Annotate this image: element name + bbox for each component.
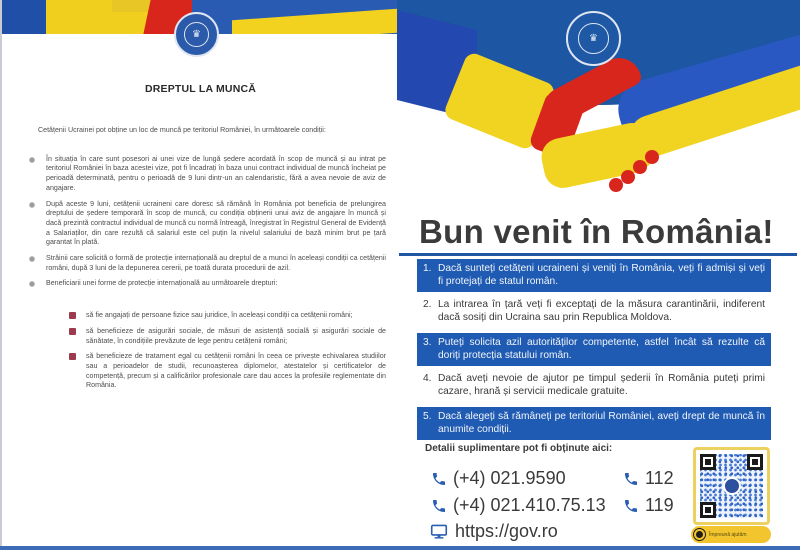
rights-list	[24, 311, 394, 391]
phone-icon	[431, 498, 447, 514]
left-page-dreptul-la-munca	[0, 0, 397, 546]
phone-secondary[interactable]: (+4) 021.410.75.13	[431, 495, 606, 516]
bullet-icon	[29, 281, 35, 287]
page-title: DREPTUL LA MUNCĂ	[144, 83, 257, 95]
bullet-icon	[29, 157, 35, 163]
bottom-border	[0, 546, 800, 550]
phone-icon	[623, 498, 639, 514]
document-body	[24, 126, 394, 397]
qr-badge: Împreună ajutăm	[691, 526, 771, 543]
contact-heading: Detalii suplimentare pot fi obținute aici:	[425, 443, 613, 454]
info-point: 5. Dacă alegeți să rămâneți pe teritoriul României, aveți drept de muncă în anumite condiții.	[417, 407, 771, 440]
qr-code-icon[interactable]	[693, 447, 770, 525]
info-point: 4. Dacă aveți nevoie de ajutor pe timpul șederii în România puteți primi cazare, hrană și servicii medicale gratuite.	[423, 373, 765, 397]
phone-icon	[623, 471, 639, 487]
phone-icon	[431, 471, 447, 487]
conditions-list	[24, 155, 394, 289]
government-seal-icon	[723, 477, 741, 495]
info-points-list	[417, 259, 771, 444]
checkbox-bullet-icon	[69, 312, 76, 319]
list-item: În situația în care sunt posesori ai unei vize de lungă ședere acordată în scop de muncă și au intrat pe teritoriul României în baza acestei vize, pot fi încadrați în baza unui contract individual de muncă încheiat pe perioadă determinată, pentru o perioadă de 9 luni dintr-un an calendaristic, fără a avea nevoie de aviz de angajare.	[24, 155, 394, 194]
phone-scan-icon	[694, 529, 705, 540]
list-item: După aceste 9 luni, cetățenii ucraineni care doresc să rămână în România pot beneficia de prelungirea dreptului de ședere temporară în scop de muncă, cu condiția obținerii unui aviz de angajare în muncă și dacă prezintă contractul individual de muncă cu normă întreagă, înregistrat în Registrul General de Evidență a Salariaților, din care rezultă că salariul este cel puțin la nivelul salariului de bază minim brut pe țară garantat în plată.	[24, 200, 394, 249]
info-point: 1. Dacă sunteți cetățeni ucraineni și veniți în România, veți fi admiși și veți fi protejați de statul român.	[417, 259, 771, 292]
phone-main[interactable]: (+4) 021.9590	[431, 468, 566, 489]
bullet-icon	[29, 256, 35, 262]
government-seal-icon: ♛	[174, 12, 219, 57]
emergency-112[interactable]: 112	[623, 468, 674, 489]
checkbox-bullet-icon	[69, 353, 76, 360]
list-item: să beneficieze de asigurări sociale, de măsuri de asistență socială și asigurări sociale de sănătate, în condițiile prevăzute de lege pentru cetățenii români;	[24, 327, 394, 346]
emergency-119[interactable]: 119	[623, 495, 674, 516]
intro-paragraph: Cetățenii Ucrainei pot obține un loc de muncă pe teritoriul României, în următoarele condiții:	[38, 126, 326, 134]
list-item: Beneficiarii unei forme de protecție internațională au următoarele drepturi:	[24, 279, 394, 289]
handshake-illustration	[397, 0, 800, 205]
monitor-icon	[430, 524, 448, 540]
list-item: să fie angajați de persoane fizice sau juridice, în aceleași condiții ca cetățenii români;	[24, 311, 394, 321]
info-point: 3. Puteți solicita azil autorităților competente, astfel încât să rezulte că doriți protecția statului român.	[417, 333, 771, 366]
government-seal-icon: ♛	[566, 11, 621, 66]
list-item: să beneficieze de tratament egal cu cetățenii români în ceea ce privește echivalarea studiilor sau a perioadelor de studii, recunoașterea diplomelor, atestatelor și certificatelor de competență, precum și a calificărilor profesionale care dau acces la profesiile reglementate din România.	[24, 352, 394, 391]
list-item: Străinii care solicită o formă de protecție internațională au dreptul de a munci în aceleași condiții ca cetățenii români, după 3 luni de la depunerea cererii, pe toată durata procedurii de azil.	[24, 254, 394, 273]
info-point: 2. La intrarea în țară veți fi exceptați de la măsura carantinării, indiferent dacă sosiți din Ucraina sau prin Republica Moldova.	[423, 299, 765, 323]
website-link[interactable]: https://gov.ro	[430, 521, 558, 542]
bullet-icon	[29, 202, 35, 208]
checkbox-bullet-icon	[69, 328, 76, 335]
right-page-bun-venit	[397, 0, 800, 546]
title-divider	[399, 253, 797, 256]
welcome-title: Bun venit în România!	[419, 213, 774, 250]
